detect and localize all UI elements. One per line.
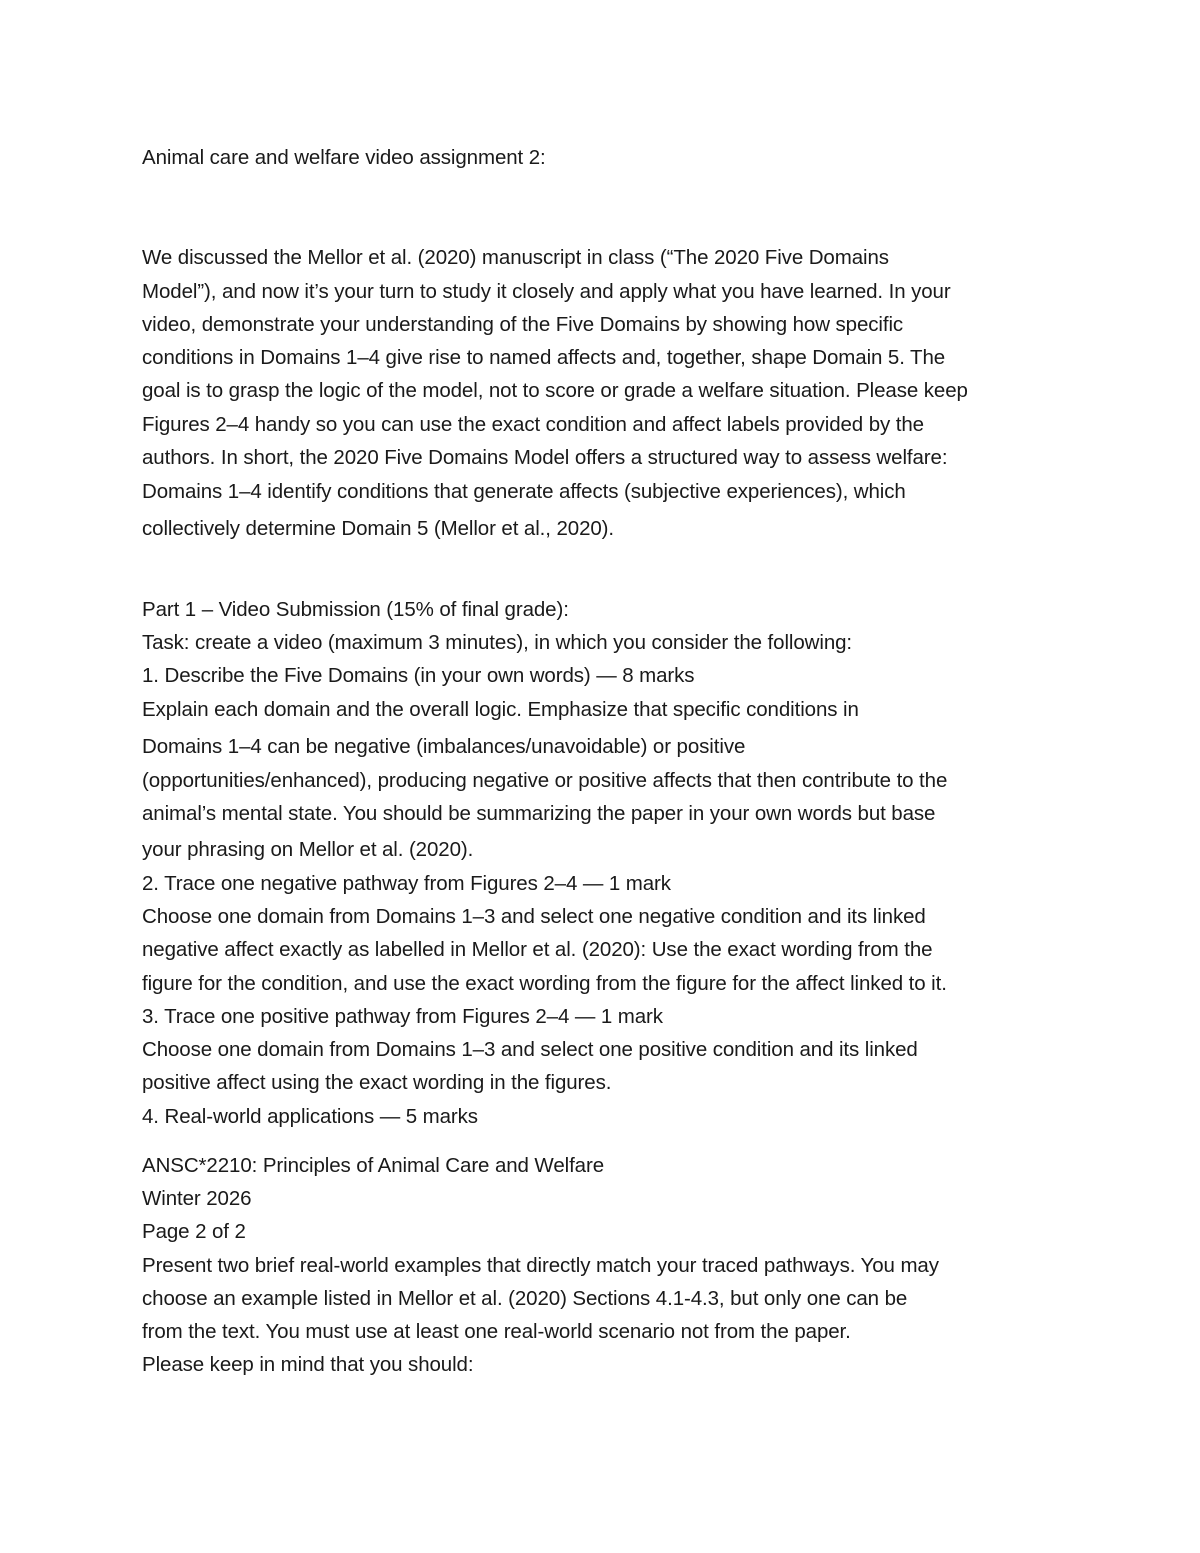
part1-task: Task: create a video (maximum 3 minutes), in which you consider the following: [142, 631, 853, 654]
intro-line-5: goal is to grasp the logic of the model, not to score or grade a welfare situation. Please keep [142, 379, 968, 402]
page-number: Page 2 of 2 [142, 1220, 246, 1243]
course-header: ANSC*2210: Principles of Animal Care and Welfare [142, 1154, 604, 1177]
intro-line-9: collectively determine Domain 5 (Mellor et al., 2020). [142, 517, 614, 540]
intro-line-8: Domains 1–4 identify conditions that generate affects (subjective experiences), which [142, 480, 906, 503]
intro-line-7: authors. In short, the 2020 Five Domains Model offers a structured way to assess welfare: [142, 446, 948, 469]
part1-item-3-heading: 3. Trace one positive pathway from Figures 2–4 — 1 mark [142, 1005, 663, 1028]
part1-item-2-line-2: negative affect exactly as labelled in Mellor et al. (2020): Use the exact wording from the [142, 938, 933, 961]
part1-item-2-line-3: figure for the condition, and use the exact wording from the figure for the affect linked to it. [142, 972, 947, 995]
closing-line-3: from the text. You must use at least one real-world scenario not from the paper. [142, 1320, 851, 1343]
part1-item-2-heading: 2. Trace one negative pathway from Figures 2–4 — 1 mark [142, 872, 671, 895]
intro-line-4: conditions in Domains 1–4 give rise to named affects and, together, shape Domain 5. The [142, 346, 946, 369]
intro-line-2: Model”), and now it’s your turn to study it closely and apply what you have learned. In your [142, 280, 951, 303]
intro-line-3: video, demonstrate your understanding of the Five Domains by showing how specific [142, 313, 904, 336]
part1-item-1-heading: 1. Describe the Five Domains (in your own words) — 8 marks [142, 664, 695, 687]
part1-item-2-line-1: Choose one domain from Domains 1–3 and select one negative condition and its linked [142, 905, 926, 928]
part1-item-3-line-2: positive affect using the exact wording in the figures. [142, 1071, 612, 1094]
document-title: Animal care and welfare video assignment 2: [142, 146, 546, 169]
closing-line-4: Please keep in mind that you should: [142, 1353, 474, 1376]
part1-item-1-line-1: Explain each domain and the overall logic. Emphasize that specific conditions in [142, 698, 859, 721]
term-header: Winter 2026 [142, 1187, 252, 1210]
part1-heading: Part 1 – Video Submission (15% of final grade): [142, 598, 569, 621]
closing-line-1: Present two brief real-world examples that directly match your traced pathways. You may [142, 1254, 939, 1277]
intro-line-6: Figures 2–4 handy so you can use the exact condition and affect labels provided by the [142, 413, 924, 436]
part1-item-1-line-5: your phrasing on Mellor et al. (2020). [142, 838, 474, 861]
part1-item-4-heading: 4. Real-world applications — 5 marks [142, 1105, 478, 1128]
part1-item-1-line-3: (opportunities/enhanced), producing negative or positive affects that then contribute to the [142, 769, 948, 792]
part1-item-1-line-2: Domains 1–4 can be negative (imbalances/unavoidable) or positive [142, 735, 746, 758]
closing-line-2: choose an example listed in Mellor et al. (2020) Sections 4.1-4.3, but only one can be [142, 1287, 908, 1310]
part1-item-1-line-4: animal’s mental state. You should be summarizing the paper in your own words but base [142, 802, 936, 825]
intro-line-1: We discussed the Mellor et al. (2020) manuscript in class (“The 2020 Five Domains [142, 246, 889, 269]
part1-item-3-line-1: Choose one domain from Domains 1–3 and select one positive condition and its linked [142, 1038, 918, 1061]
